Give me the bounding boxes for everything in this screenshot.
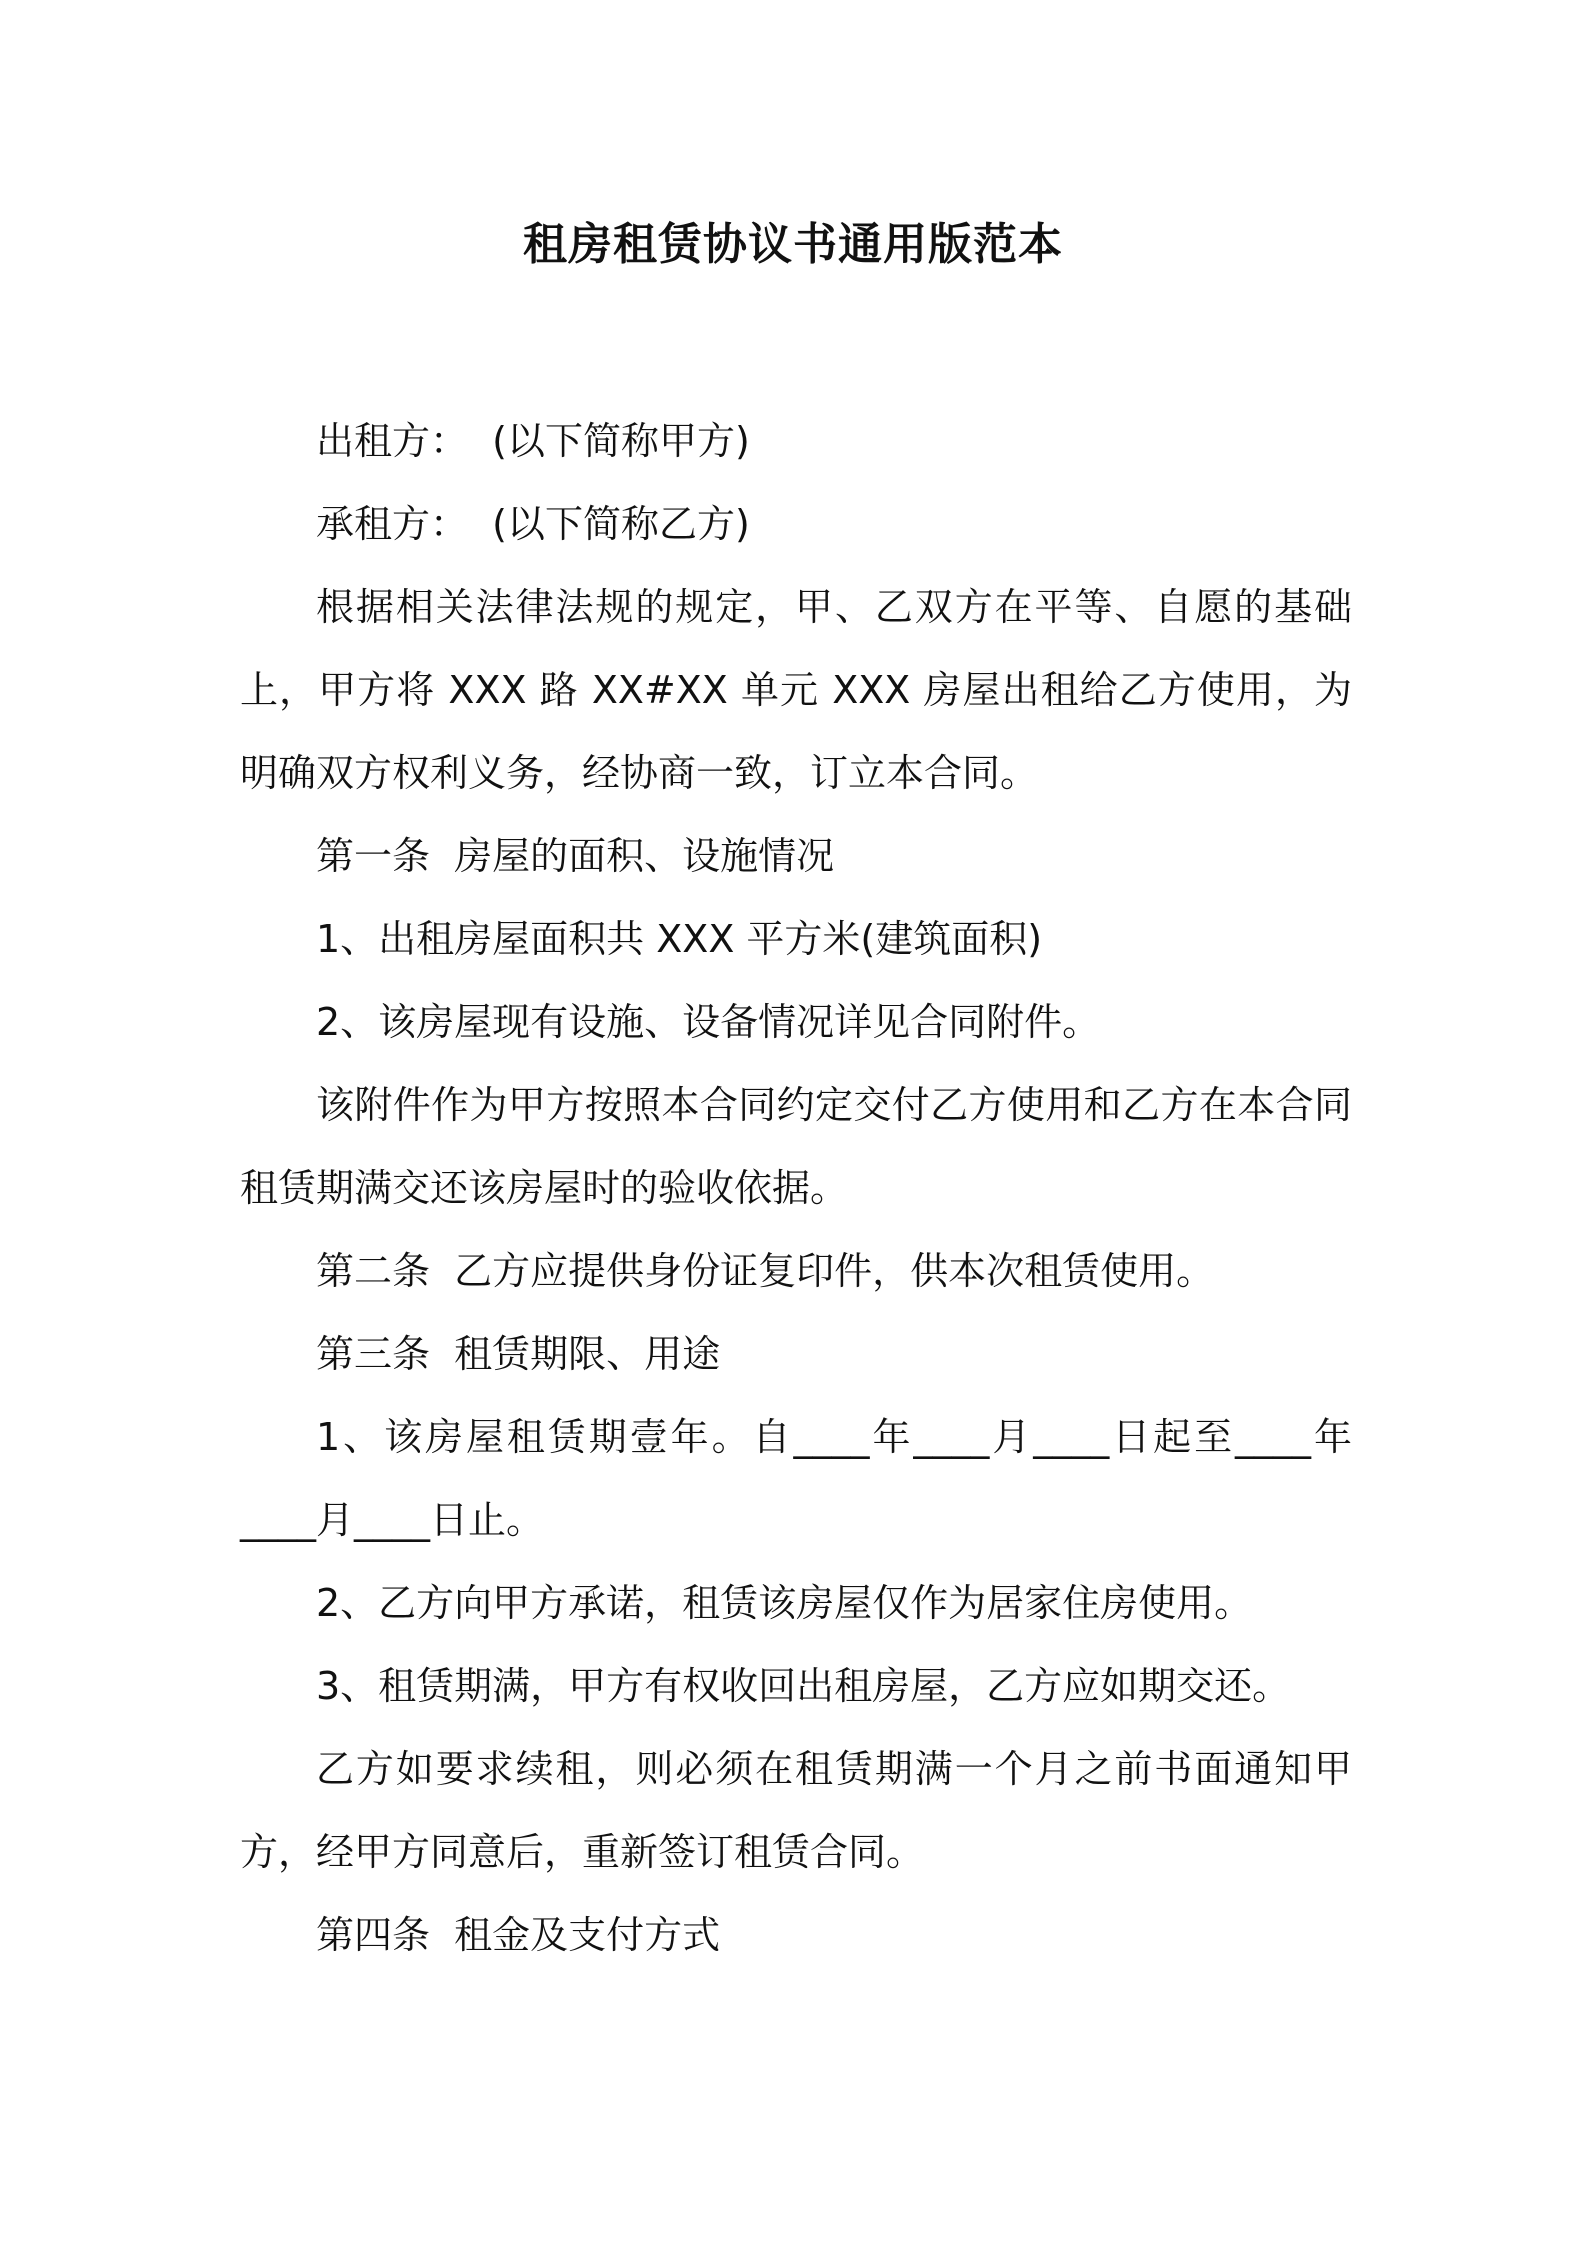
article-3-item-3: 3、租赁期满，甲方有权收回出租房屋，乙方应如期交还。	[316, 1664, 1291, 1708]
article-1-heading: 第一条 房屋的面积、设施情况	[316, 834, 835, 878]
article-3-item-1: 1、该房屋租赁期壹年。自____年____月____日起至____年____月____日止。	[240, 1415, 1352, 1542]
document-body	[240, 400, 1352, 1977]
paragraph-lessor: 出租方： (以下简称甲方)	[316, 419, 750, 463]
article-2: 第二条 乙方应提供身份证复印件，供本次租赁使用。	[316, 1249, 1215, 1293]
article-3-renewal-note: 乙方如要求续租，则必须在租赁期满一个月之前书面通知甲方，经甲方同意后，重新签订租赁合同。	[240, 1747, 1352, 1874]
article-4-heading: 第四条 租金及支付方式	[316, 1913, 721, 1957]
article-1-item-1: 1、出租房屋面积共 XXX 平方米(建筑面积)	[316, 917, 1043, 961]
paragraph-preamble: 根据相关法律法规的规定，甲、乙双方在平等、自愿的基础上，甲方将 XXX 路 XX#XX 单元 XXX 房屋出租给乙方使用，为明确双方权利义务，经协商一致，订立本合同。	[240, 585, 1352, 795]
article-3-heading: 第三条 租赁期限、用途	[316, 1332, 721, 1376]
article-1-attachment-note: 该附件作为甲方按照本合同约定交付乙方使用和乙方在本合同租赁期满交还该房屋时的验收依据。	[240, 1083, 1352, 1210]
article-1-item-2: 2、该房屋现有设施、设备情况详见合同附件。	[316, 1000, 1101, 1044]
document-title: 租房租赁协议书通用版范本	[523, 219, 1063, 270]
article-3-item-2: 2、乙方向甲方承诺，租赁该房屋仅作为居家住房使用。	[316, 1581, 1253, 1625]
paragraph-lessee: 承租方： (以下简称乙方)	[316, 502, 750, 546]
